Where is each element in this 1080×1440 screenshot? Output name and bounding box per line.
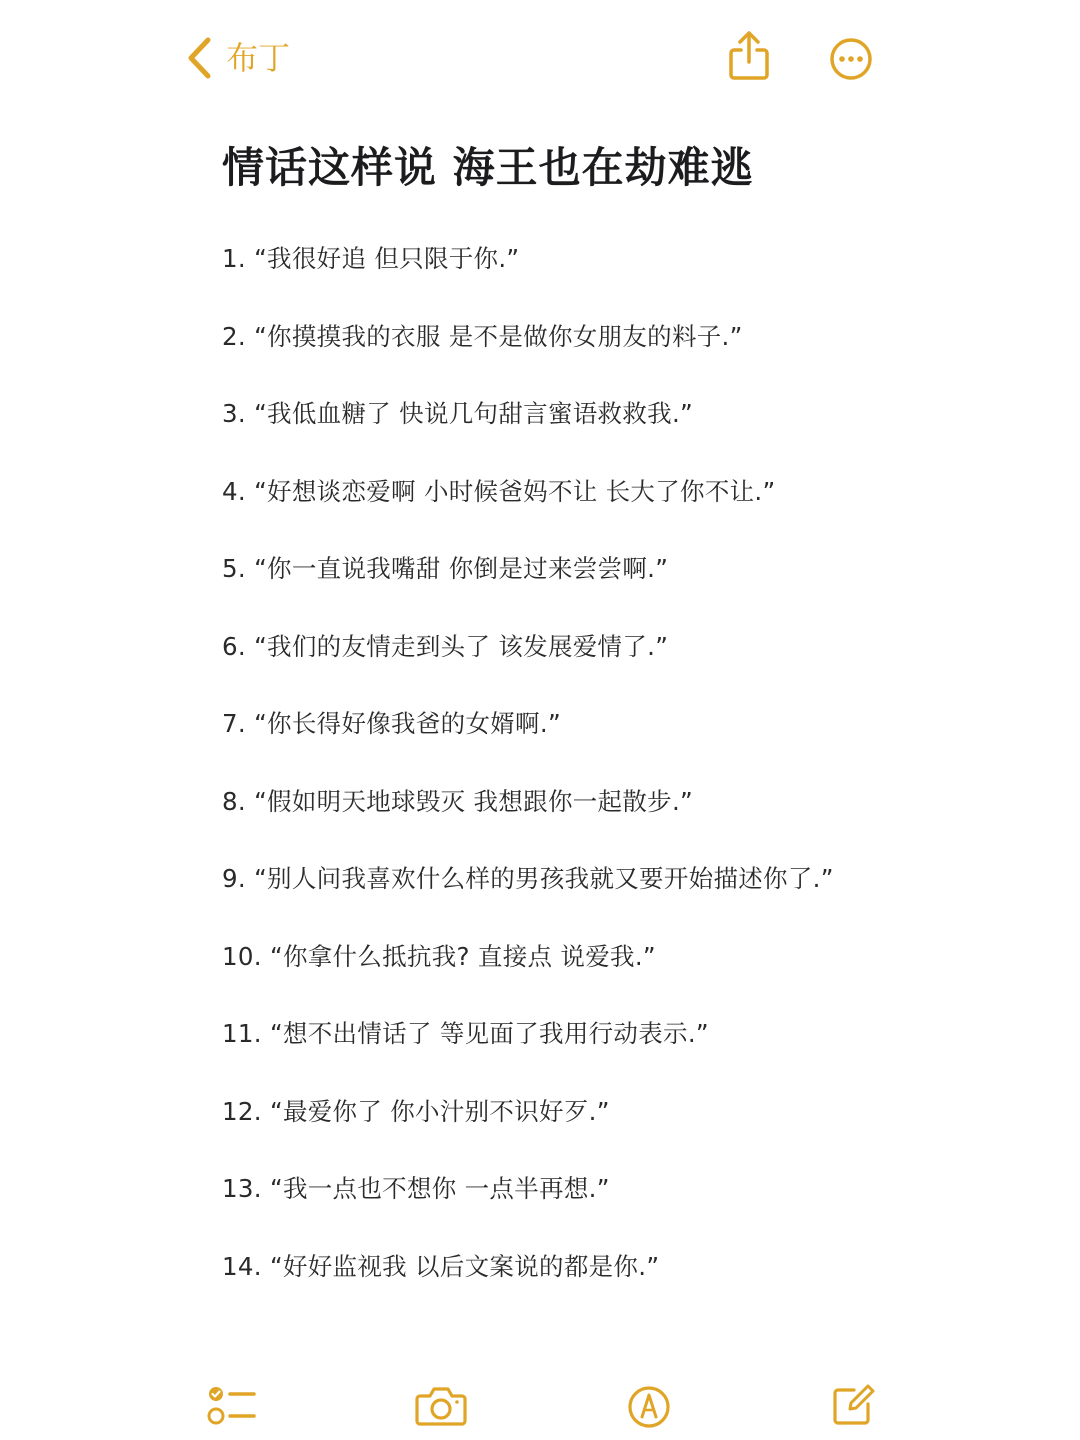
compose-icon [830, 1382, 876, 1428]
bottom-toolbar [0, 1372, 1080, 1440]
markup-pen-icon [626, 1384, 672, 1430]
list-item: 8. “假如明天地球毁灭 我想跟你一起散步.” [222, 786, 694, 816]
list-item: 14. “好好监视我 以后文案说的都是你.” [222, 1251, 660, 1281]
list-item: 3. “我低血糖了 快说几句甜言蜜语救救我.” [222, 399, 694, 428]
chevron-left-icon [186, 37, 212, 79]
note-body[interactable] [222, 240, 842, 1325]
camera-icon [414, 1384, 468, 1428]
list-item: 10. “你拿什么抵抗我? 直接点 说爱我.” [222, 941, 656, 971]
camera-button[interactable] [414, 1384, 468, 1428]
markup-button[interactable] [626, 1384, 672, 1430]
list-item: 9. “别人问我喜欢什么样的男孩我就又要开始描述你了.” [222, 864, 834, 893]
compose-button[interactable] [830, 1382, 876, 1428]
list-item: 13. “我一点也不想你 一点半再想.” [222, 1174, 610, 1203]
list-item: 12. “最爱你了 你小汁别不识好歹.” [222, 1096, 610, 1126]
list-item: 6. “我们的友情走到头了 该发展爱情了.” [222, 631, 669, 661]
back-label: 布丁 [226, 39, 291, 77]
list-item: 5. “你一直说我嘴甜 你倒是过来尝尝啊.” [222, 554, 669, 583]
list-item: 7. “你长得好像我爸的女婿啊.” [222, 709, 561, 738]
back-button[interactable] [186, 34, 290, 82]
list-item: 4. “好想谈恋爱啊 小时候爸妈不让 长大了你不让.” [222, 476, 776, 506]
note-title[interactable]: 情话这样说 海王也在劫难逃 [222, 143, 754, 192]
ellipsis-circle-icon [828, 36, 874, 82]
checklist-icon [206, 1384, 258, 1426]
list-item: 11. “想不出情话了 等见面了我用行动表示.” [222, 1019, 709, 1048]
share-button[interactable] [726, 30, 772, 82]
list-item: 1. “我很好追 但只限于你.” [222, 244, 520, 273]
more-button[interactable] [828, 36, 874, 82]
share-icon [726, 30, 772, 82]
navigation-bar [0, 0, 1080, 120]
list-item: 2. “你摸摸我的衣服 是不是做你女朋友的料子.” [222, 321, 743, 351]
checklist-button[interactable] [206, 1384, 258, 1426]
